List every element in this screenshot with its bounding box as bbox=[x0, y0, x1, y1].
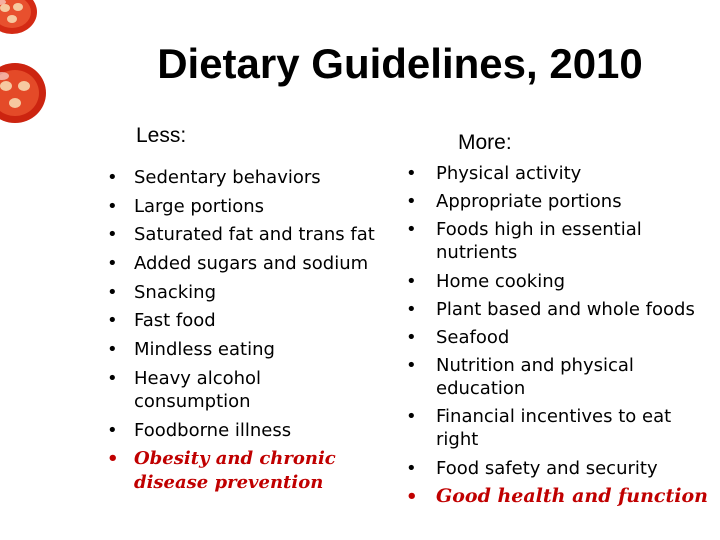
bullet-icon: • bbox=[406, 163, 417, 184]
more-item: • Food safety and security bbox=[406, 457, 658, 479]
bullet-icon: • bbox=[406, 298, 417, 320]
less-emphasis-item: • Obesity and chronic disease prevention bbox=[107, 448, 336, 494]
bullet-icon: • bbox=[406, 326, 417, 348]
less-item: • Foodborne illness bbox=[107, 419, 292, 441]
more-item: • Appropriate portions bbox=[406, 191, 622, 213]
bullet-icon: • bbox=[107, 195, 118, 217]
less-item: • Heavy alcohol consumption bbox=[107, 367, 262, 412]
bullet-icon: • bbox=[107, 310, 118, 332]
less-item: • Sedentary behaviors bbox=[107, 167, 321, 188]
more-item: • Foods high in essential nutrients bbox=[406, 219, 642, 264]
more-item: • Home cooking bbox=[406, 270, 566, 292]
more-list bbox=[406, 162, 716, 513]
bullet-icon: • bbox=[107, 281, 118, 303]
bullet-icon: • bbox=[107, 339, 118, 361]
less-item: • Saturated fat and trans fat bbox=[107, 224, 375, 246]
bullet-icon: • bbox=[406, 270, 417, 292]
bullet-icon: • bbox=[406, 355, 417, 377]
tomato-slice-top-icon bbox=[0, 0, 38, 36]
bullet-icon: • bbox=[107, 224, 118, 246]
more-emphasis-item: • Good health and function bbox=[406, 484, 708, 507]
bullet-icon: • bbox=[406, 191, 417, 213]
less-item: • Mindless eating bbox=[107, 339, 275, 361]
page-title: Dietary Guidelines, 2010 bbox=[157, 40, 643, 87]
less-item: • Large portions bbox=[107, 195, 265, 217]
more-item: • Seafood bbox=[406, 326, 510, 348]
bullet-icon: • bbox=[107, 419, 118, 441]
less-list bbox=[107, 166, 382, 501]
more-item: • Physical activity bbox=[406, 163, 582, 184]
more-item: • Nutrition and physical education bbox=[406, 355, 634, 400]
less-item: • Added sugars and sodium bbox=[107, 253, 369, 275]
more-item: • Financial incentives to eat right bbox=[406, 406, 672, 451]
less-heading: Less: bbox=[136, 124, 187, 147]
more-heading: More: bbox=[458, 131, 512, 154]
bullet-icon: • bbox=[406, 457, 417, 479]
more-item: • Plant based and whole foods bbox=[406, 298, 695, 320]
bullet-icon: • bbox=[406, 219, 417, 241]
bullet-icon: • bbox=[107, 367, 118, 389]
bullet-icon: • bbox=[107, 167, 118, 188]
less-item: • Fast food bbox=[107, 310, 216, 332]
bullet-icon: • bbox=[107, 448, 119, 470]
bullet-icon: • bbox=[107, 253, 118, 275]
bullet-icon: • bbox=[406, 406, 417, 428]
less-item: • Snacking bbox=[107, 281, 217, 303]
bullet-icon: • bbox=[406, 485, 418, 507]
